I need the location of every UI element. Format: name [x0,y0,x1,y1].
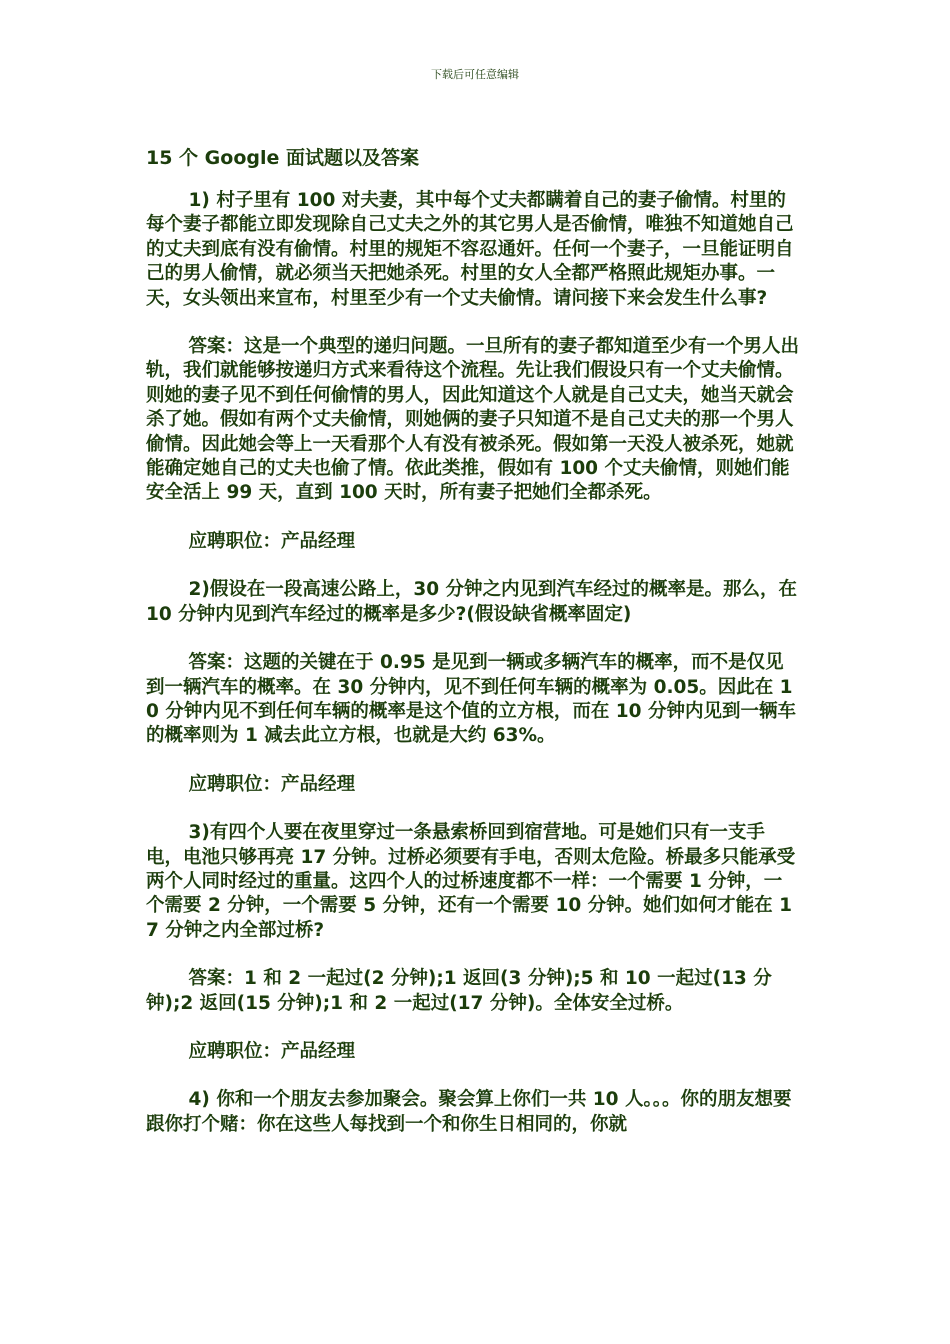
question-1: 1) 村子里有 100 对夫妻，其中每个丈夫都瞒着自己的妻子偷情。村里的每个妻子都能立即发现除自己丈夫之外的其它男人是否偷情，唯独不知道她自己的丈夫到底有没有偷情。村里的规矩不容忍通奸。任何一个妻子，一旦能证明自己的男人偷情，就必须当天把她杀死。村里的女人全都严格照此规矩办事。一天，女头领出来宣布，村里至少有一个丈夫偷情。请问接下来会发生什么事? [146,190,794,309]
question-2: 2)假设在一段高速公路上，30 分钟之内见到汽车经过的概率是。那么，在 10 分钟内见到汽车经过的概率是多少?(假设缺省概率固定) [146,579,798,625]
position-3: 应聘职位：产品经理 [188,1040,356,1062]
page-header-note: 下载后可任意编辑 [431,68,519,81]
document-title: 15 个 Google 面试题以及答案 [146,147,419,169]
question-3: 3)有四个人要在夜里穿过一条悬索桥回到宿营地。可是她们只有一支手电，电池只够再亮 17 分钟。过桥必须要有手电，否则太危险。桥最多只能承受两个人同时经过的重量。这四个人的过桥速度都不一样：一个需要 1 分钟，一个需要 2 分钟，一个需要 5 分钟，还有一个需要 10 分钟。她们如何才能在 17 分钟之内全部过桥? [146,822,796,941]
answer-2: 答案：这题的关键在于 0.95 是见到一辆或多辆汽车的概率，而不是仅见到一辆汽车的概率。在 30 分钟内，见不到任何车辆的概率为 0.05。因此在 10 分钟内见不到任何车辆的概率是这个值的立方根，而在 10 分钟内见到一辆车的概率则为 1 减去此立方根，也就是大约 63%。 [146,652,796,747]
question-4: 4) 你和一个朋友去参加聚会。聚会算上你们一共 10 人。。。你的朋友想要跟你打个赌：你在这些人每找到一个和你生日相同的，你就 [146,1089,792,1135]
answer-3: 答案：1 和 2 一起过(2 分钟);1 返回(3 分钟);5 和 10 一起过(13 分钟);2 返回(15 分钟);1 和 2 一起过(17 分钟)。全体安全过桥。 [146,968,772,1014]
position-1: 应聘职位：产品经理 [188,530,356,552]
document-body [146,145,800,1161]
position-2: 应聘职位：产品经理 [188,773,356,795]
answer-1: 答案：这是一个典型的递归问题。一旦所有的妻子都知道至少有一个男人出轨，我们就能够按递归方式来看待这个流程。先让我们假设只有一个丈夫偷情。则她的妻子见不到任何偷情的男人，因此知道这个人就是自己丈夫，她当天就会杀了她。假如有两个丈夫偷情，则她俩的妻子只知道不是自己丈夫的那一个男人偷情。因此她会等上一天看那个人有没有被杀死。假如第一天没人被杀死，她就能确定她自己的丈夫也偷了情。依此类推，假如有 100 个丈夫偷情，则她们能安全活上 99 天，直到 100 天时，所有妻子把她们全都杀死。 [146,336,800,504]
